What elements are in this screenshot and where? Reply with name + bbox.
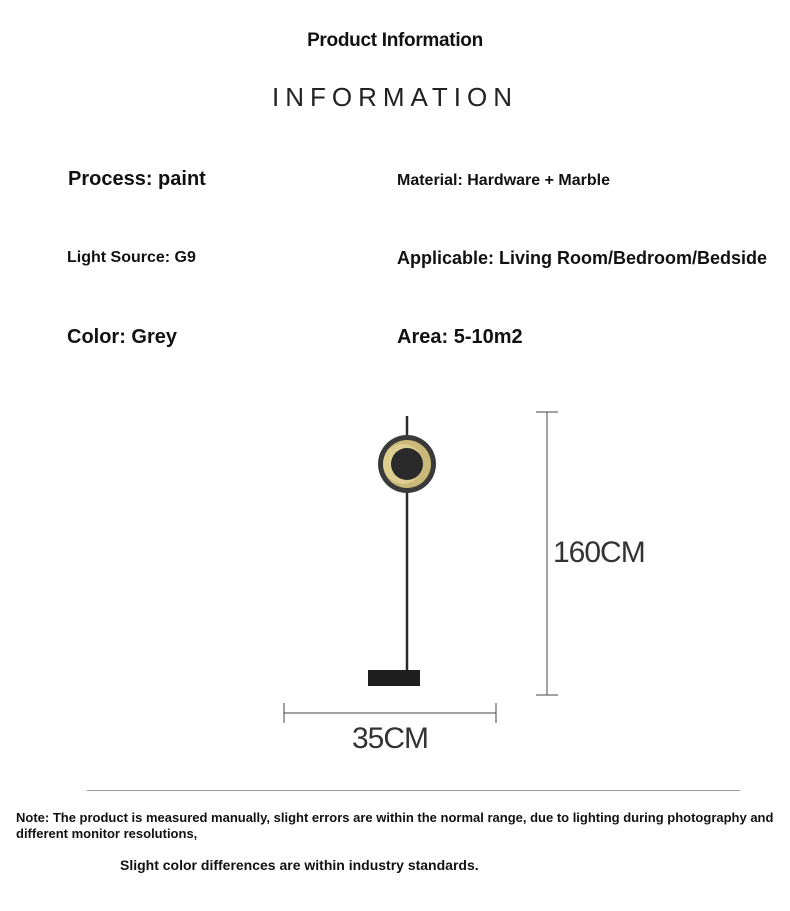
height-label: 160CM (553, 536, 645, 569)
color-difference-note: Slight color differences are within industry standards. (120, 857, 479, 873)
lamp-base (368, 670, 420, 686)
floor-lamp-illustration (270, 400, 670, 770)
measurement-note: Note: The product is measured manually, slight errors are within the normal range, due to lighting during photography and different monitor resolutions, (16, 810, 774, 841)
spec-material: Material: Hardware + Marble (397, 172, 610, 189)
width-label: 35CM (352, 722, 429, 755)
spec-light-source: Light Source: G9 (67, 249, 196, 266)
spec-process: Process: paint (68, 168, 206, 190)
page-title: Product Information (307, 30, 483, 51)
section-subtitle: INFORMATION (271, 82, 519, 112)
spec-area: Area: 5-10m2 (397, 326, 523, 348)
divider (87, 790, 740, 791)
spec-applicable: Applicable: Living Room/Bedroom/Bedside (397, 248, 768, 268)
spec-color: Color: Grey (67, 326, 178, 348)
lamp-center (391, 448, 423, 480)
lamp-dimension-figure (270, 400, 670, 770)
